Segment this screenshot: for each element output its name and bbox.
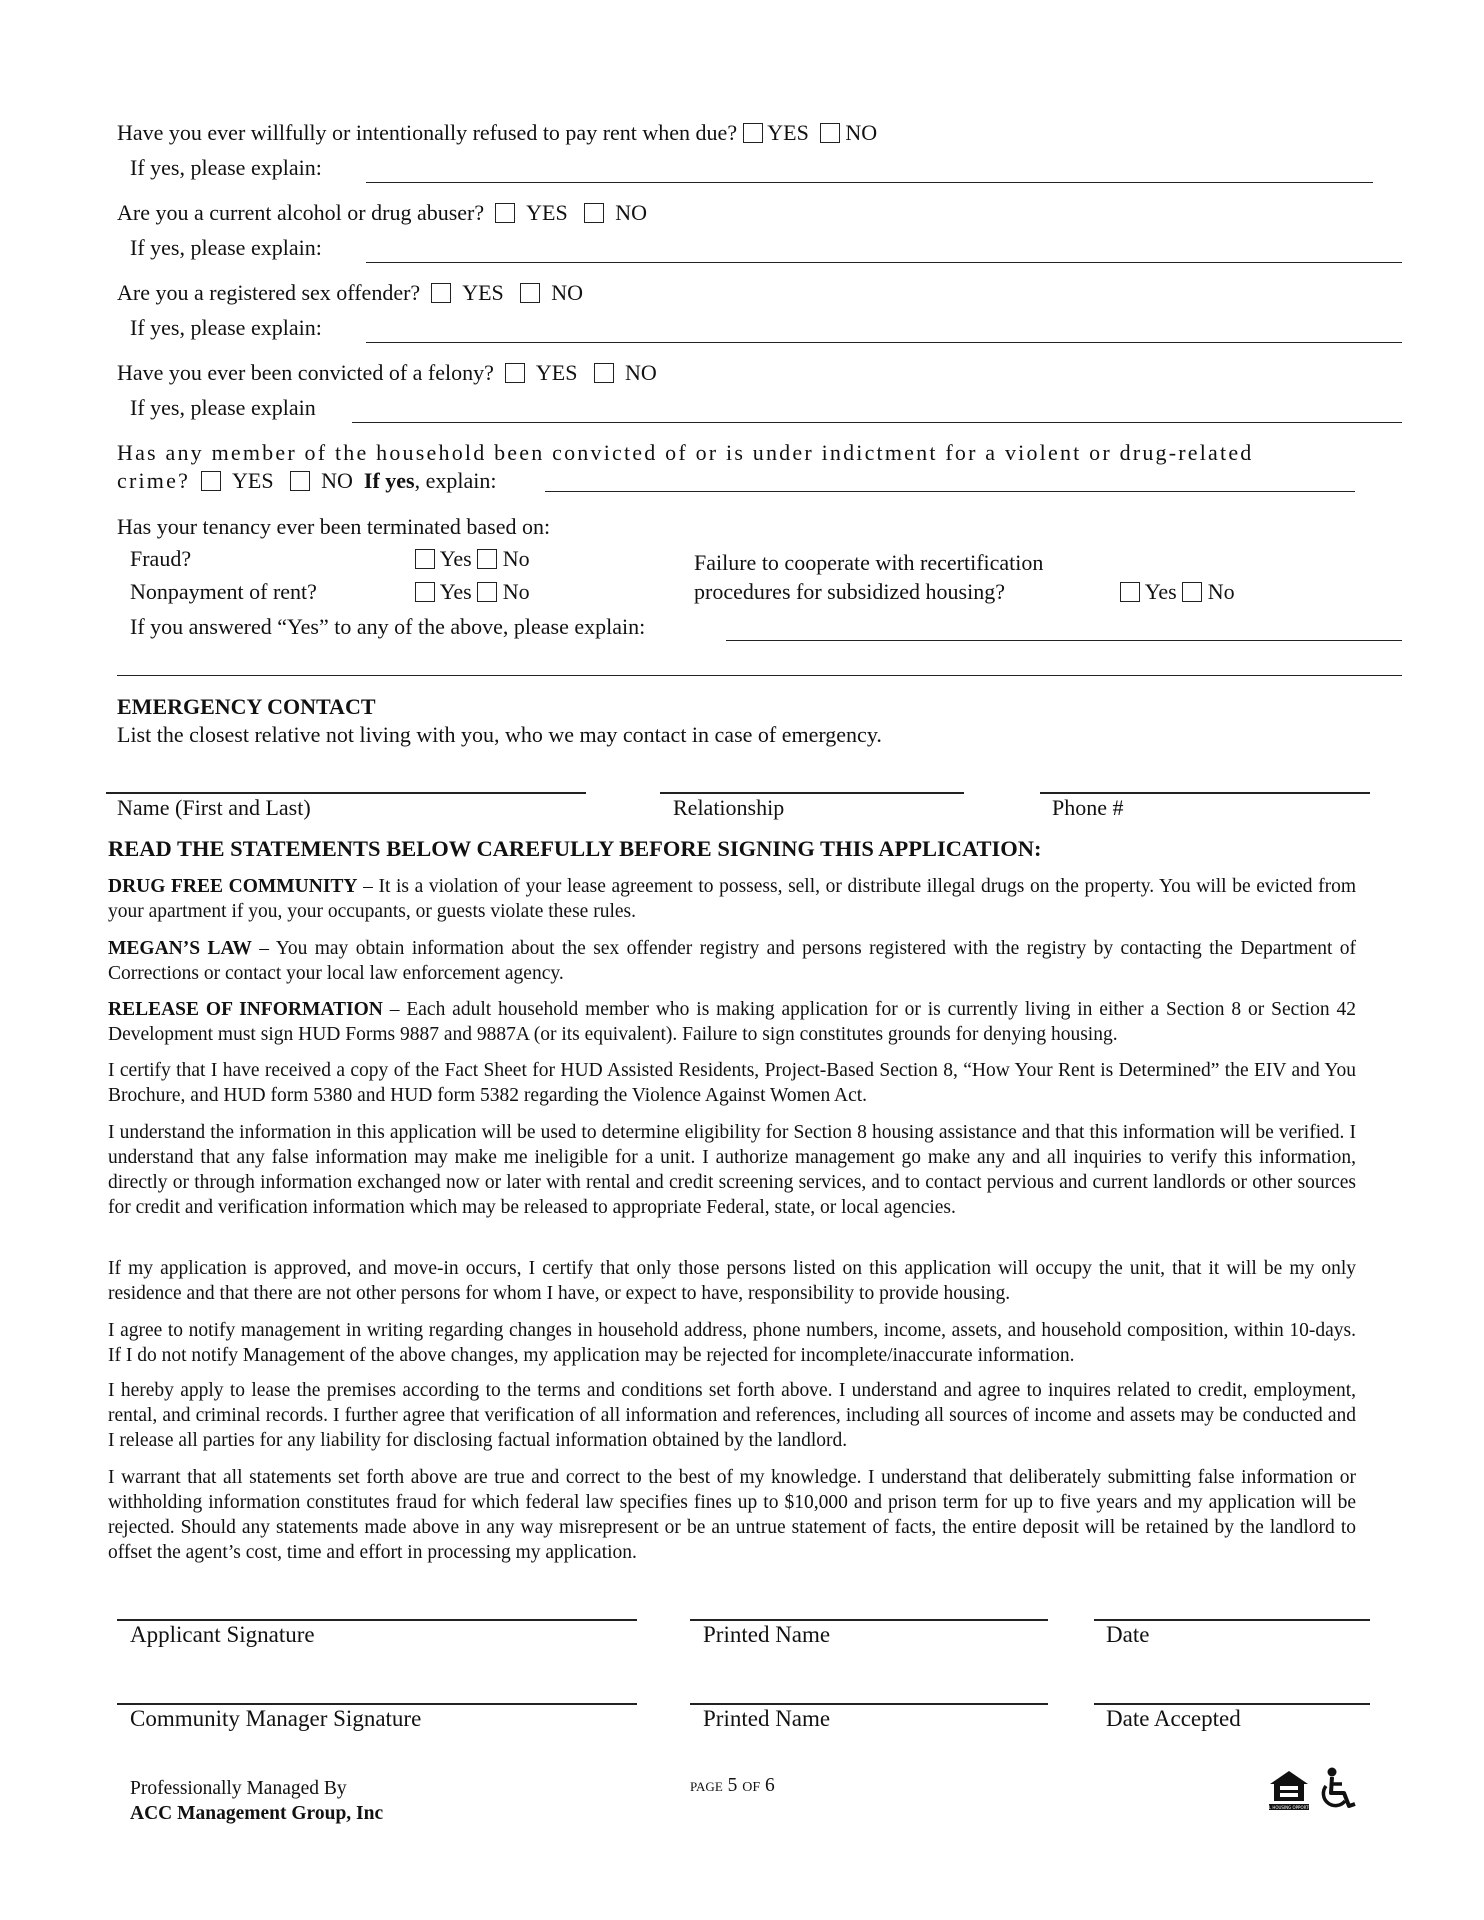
question-alcohol-drug: Are you a current alcohol or drug abuser? YES NO: [117, 200, 647, 225]
failure-no-checkbox[interactable]: [1182, 582, 1202, 602]
emergency-relationship-field[interactable]: [660, 792, 964, 794]
q4-explain-field[interactable]: [352, 422, 1402, 423]
lease-apply-statement: I hereby apply to lease the premises according to the terms and conditions set forth above. I understand and agree to inquires related to credit, employment, rental, and criminal records. I further agree that verification of all information and references, including all sources of income and assets may be conducted and I release all parties for any liability for disclosing factual information obtained by the landlord.: [108, 1380, 1356, 1451]
applicant-printed-name-label: Printed Name: [703, 1622, 831, 1647]
nonpayment-label: Nonpayment of rent?: [130, 579, 317, 604]
date-accepted-label: Date Accepted: [1106, 1706, 1241, 1731]
emergency-name-field[interactable]: [106, 792, 586, 794]
emergency-phone-field[interactable]: [1040, 792, 1370, 794]
question-sex-offender: Are you a registered sex offender? YES NO: [117, 280, 584, 305]
manager-signature-label: Community Manager Signature: [130, 1706, 422, 1731]
failure-label-line1: Failure to cooperate with recertification: [694, 550, 1044, 575]
applicant-signature-label: Applicant Signature: [130, 1622, 315, 1647]
nonpayment-yes-checkbox[interactable]: [415, 582, 435, 602]
fraud-label: Fraud?: [130, 546, 192, 571]
q2-no-checkbox[interactable]: [584, 203, 604, 223]
manager-printed-name-field[interactable]: [690, 1703, 1048, 1705]
emergency-phone-label: Phone #: [1052, 795, 1124, 820]
q2-yes-checkbox[interactable]: [495, 203, 515, 223]
megans-law-statement: MEGAN’S LAW – You may obtain information about the sex offender registry and persons registered with the registry by contacting the Department of Corrections or contact your local law enforcement agency.: [108, 938, 1357, 984]
emergency-heading: EMERGENCY CONTACT: [117, 694, 376, 719]
q4-yes-checkbox[interactable]: [505, 363, 525, 383]
fraud-options: Yes No: [415, 546, 530, 572]
fact-sheet-statement: I certify that I have received a copy of the Fact Sheet for HUD Assisted Residents, Project-Based Section 8, “How Your Rent is Determined” the EIV and You Brochure, and HUD form 5380 and HUD form 5382 regarding the Violence Against Women Act.: [108, 1060, 1356, 1106]
q4-explain-label: If yes, please explain: [130, 395, 316, 420]
drug-free-statement: DRUG FREE COMMUNITY – It is a violation of your lease agreement to possess, sell, or distribute illegal drugs on the property. You will be evicted from your apartment if you, your occupants, or guests violate these rules.: [108, 876, 1357, 922]
q3-explain-field[interactable]: [366, 342, 1402, 343]
q3-no-checkbox[interactable]: [520, 283, 540, 303]
emergency-relationship-label: Relationship: [673, 795, 785, 820]
wheelchair-accessibility-icon: [1316, 1766, 1360, 1812]
emergency-name-label: Name (First and Last): [117, 795, 311, 820]
question-household-crime: Has any member of the household been convicted of or is under indictment for a violent or drug-related: [117, 440, 1254, 465]
release-info-statement: RELEASE OF INFORMATION – Each adult household member who is making application for or is currently living in either a Section 8 or Section 42 Development must sign HUD Forms 9887 and 9887A (or its equivalent). Failure to sign constitutes grounds for denying housing.: [108, 999, 1357, 1045]
q5-explain-field[interactable]: [545, 491, 1355, 492]
nonpayment-no-checkbox[interactable]: [477, 582, 497, 602]
q2-explain-field[interactable]: [366, 262, 1402, 263]
q4-no-checkbox[interactable]: [594, 363, 614, 383]
applicant-date-label: Date: [1106, 1622, 1150, 1647]
q1-explain-field[interactable]: [366, 182, 1373, 183]
fraud-yes-checkbox[interactable]: [415, 549, 435, 569]
q3-yes-checkbox[interactable]: [431, 283, 451, 303]
q5-yes-checkbox[interactable]: [201, 471, 221, 491]
q1-yes-checkbox[interactable]: [743, 123, 763, 143]
failure-options: Yes No: [1120, 579, 1235, 605]
applicant-date-field[interactable]: [1094, 1619, 1370, 1621]
q3-explain-label: If yes, please explain:: [130, 315, 322, 340]
warrant-statement: I warrant that all statements set forth above are true and correct to the best of my knowledge. I understand that deliberately submitting false information or withholding information constitutes fraud for which federal law specifies fines up to $10,000 and prison term for up to five years and my application will be rejected. Should any statements made above in any way misrepresent or be an untrue statement of facts, the entire deposit will be retained by the landlord to offset the agent’s cost, time and effort in processing my application.: [108, 1467, 1356, 1563]
emergency-description: List the closest relative not living with you, who we may contact in case of emergency.: [117, 722, 882, 747]
page-number: page 5 of 6: [690, 1775, 775, 1796]
q5-no-checkbox[interactable]: [290, 471, 310, 491]
q1-explain-label: If yes, please explain:: [130, 155, 322, 180]
tenancy-explain-label: If you answered “Yes” to any of the above, please explain:: [130, 614, 646, 639]
question-refused-rent: Have you ever willfully or intentionally refused to pay rent when due? YES NO: [117, 120, 878, 145]
manager-signature-field[interactable]: [117, 1703, 637, 1705]
fraud-no-checkbox[interactable]: [477, 549, 497, 569]
statements-heading: READ THE STATEMENTS BELOW CAREFULLY BEFORE SIGNING THIS APPLICATION:: [108, 836, 1042, 861]
question-felony: Have you ever been convicted of a felony? YES NO: [117, 360, 657, 385]
date-accepted-field[interactable]: [1094, 1703, 1370, 1705]
tenancy-heading: Has your tenancy ever been terminated based on:: [117, 514, 551, 539]
question-household-crime-line2: crime? YES NO If yes, explain:: [117, 468, 497, 493]
tenancy-explain-field-2[interactable]: [117, 675, 1402, 676]
failure-yes-checkbox[interactable]: [1120, 582, 1140, 602]
manager-printed-name-label: Printed Name: [703, 1706, 831, 1731]
failure-label-line2: procedures for subsidized housing?: [694, 579, 1005, 604]
svg-text:EQUAL HOUSING OPPORTUNITY: EQUAL HOUSING OPPORTUNITY: [1257, 1805, 1321, 1810]
managed-by-label: Professionally Managed By: [130, 1778, 347, 1799]
company-name: ACC Management Group, Inc: [130, 1803, 384, 1824]
applicant-printed-name-field[interactable]: [690, 1619, 1048, 1621]
equal-housing-opportunity-icon: [1257, 1768, 1321, 1812]
q1-no-checkbox[interactable]: [820, 123, 840, 143]
nonpayment-options: Yes No: [415, 579, 530, 605]
occupancy-statement: If my application is approved, and move-in occurs, I certify that only those persons listed on this application will occupy the unit, that it will be my only residence and that there are not other persons for whom I have, or expect to have, responsibility to provide housing.: [108, 1258, 1356, 1304]
tenancy-explain-field[interactable]: [726, 640, 1402, 641]
q2-explain-label: If yes, please explain:: [130, 235, 322, 260]
applicant-signature-field[interactable]: [117, 1619, 637, 1621]
notify-statement: I agree to notify management in writing regarding changes in household address, phone numbers, income, assets, and household composition, within 10-days. If I do not notify Management of the above changes, my application may be rejected for incomplete/inaccurate information.: [108, 1320, 1356, 1366]
eligibility-statement: I understand the information in this application will be used to determine eligibility for Section 8 housing assistance and that this information will be verified. I understand that any false information may make me ineligible for a unit. I authorize management go make any and all inquiries to verify this information, directly or through information exchanged now or later with rental and credit screening services, and to contact pervious and current landlords or other sources for credit and verification information which may be released to appropriate Federal, state, or local agencies.: [108, 1122, 1356, 1218]
